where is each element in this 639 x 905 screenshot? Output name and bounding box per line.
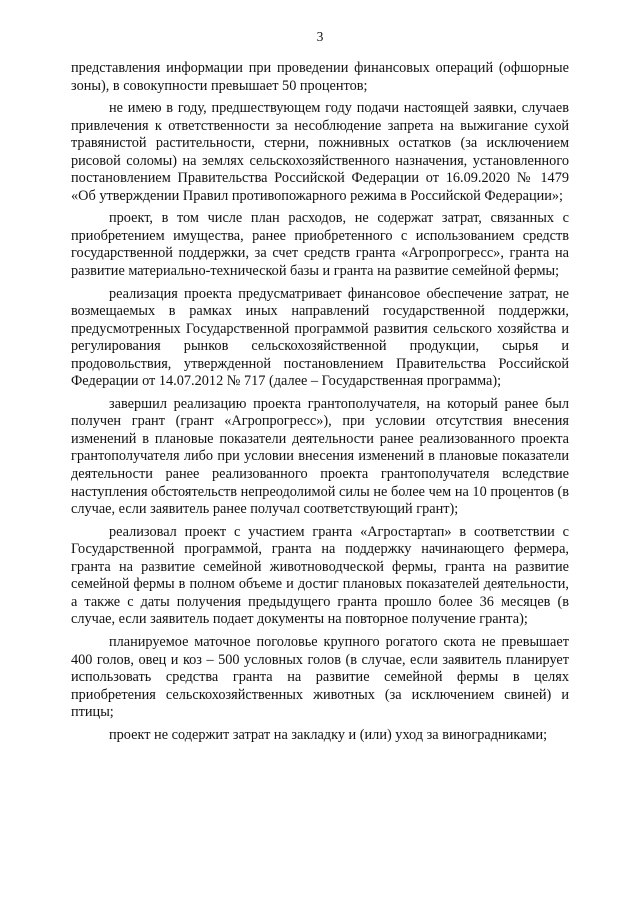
paragraph-vineyards: проект не содержит затрат на закладку и (или) уход за виноградниками; [109, 726, 548, 743]
paragraph-completed-project: завершил реализацию проекта грантополучателя, на который ранее был получен грант (грант «Агропрогресс»), при условии отсутствия внесения изменений в плановые показатели деятельности ранее реализованного проекта грантополучателя либо при условии внесения изменений в плановые показатели деятельности ранее реализованного проекта грантополучателя вследствие наступления обстоятельств непреодолимой силы не более чем на 10 процентов (в случае, если заявитель ранее получал соответствующий грант); [71, 395, 569, 518]
paragraph-agrostartup: реализовал проект с участием гранта «Агростартап» в соответствии с Государственной программой, гранта на поддержку начинающего фермера, гранта на развитие семейной животноводческой фермы, гранта на развитие семейной фермы в полном объеме и достиг плановых показателей деятельности, а также с даты получения предыдущего гранта прошло более 36 месяцев (в случае, если заявитель подает документы на повторное получение гранта); [71, 523, 569, 628]
paragraph-financing: реализация проекта предусматривает финансовое обеспечение затрат, не возмещаемых в рамках иных направлений государственной поддержки, предусмотренных Государственной программой развития сельского хозяйства и регулирования рынков сельскохозяйственной продукции, сырья и продовольствия, утвержденной постановлением Правительства Российской Федерации от 14.07.2012 № 717 (далее – Государственная программа); [71, 285, 569, 390]
paragraph-expense-plan: проект, в том числе план расходов, не содержат затрат, связанных с приобретением имущества, ранее приобретенного с использованием средств государственной поддержки, за счет средств гранта «Агропрогресс», гранта на развитие материально-технической базы и гранта на развитие семейной фермы; [71, 210, 569, 280]
paragraph-burning-ban: не имею в году, предшествующем году подачи настоящей заявки, случаев привлечения к ответственности за несоблюдение запрета на выжигание сухой травянистой растительности, стерни, пожнивных остатков (за исключением рисовой соломы) на землях сельскохозяйственного назначения, установленного постановлением Правительства Российской Федерации от 16.09.2020 № 1479 «Об утверждении Правил противопожарного режима в Российской Федерации»; [71, 100, 569, 204]
paragraph-offshore: представления информации при проведении финансовых операций (офшорные зоны), в совокупности превышает 50 процентов; [71, 60, 569, 94]
paragraph-livestock-limit: планируемое маточное поголовье крупного рогатого скота не превышает 400 голов, овец и коз – 500 условных голов (в случае, если заявитель планирует использовать средства гранта на развитие семейной фермы в целях приобретения сельскохозяйственных животных (за исключением свиней) и птицы; [71, 633, 569, 721]
page-number: 3 [316, 29, 324, 44]
